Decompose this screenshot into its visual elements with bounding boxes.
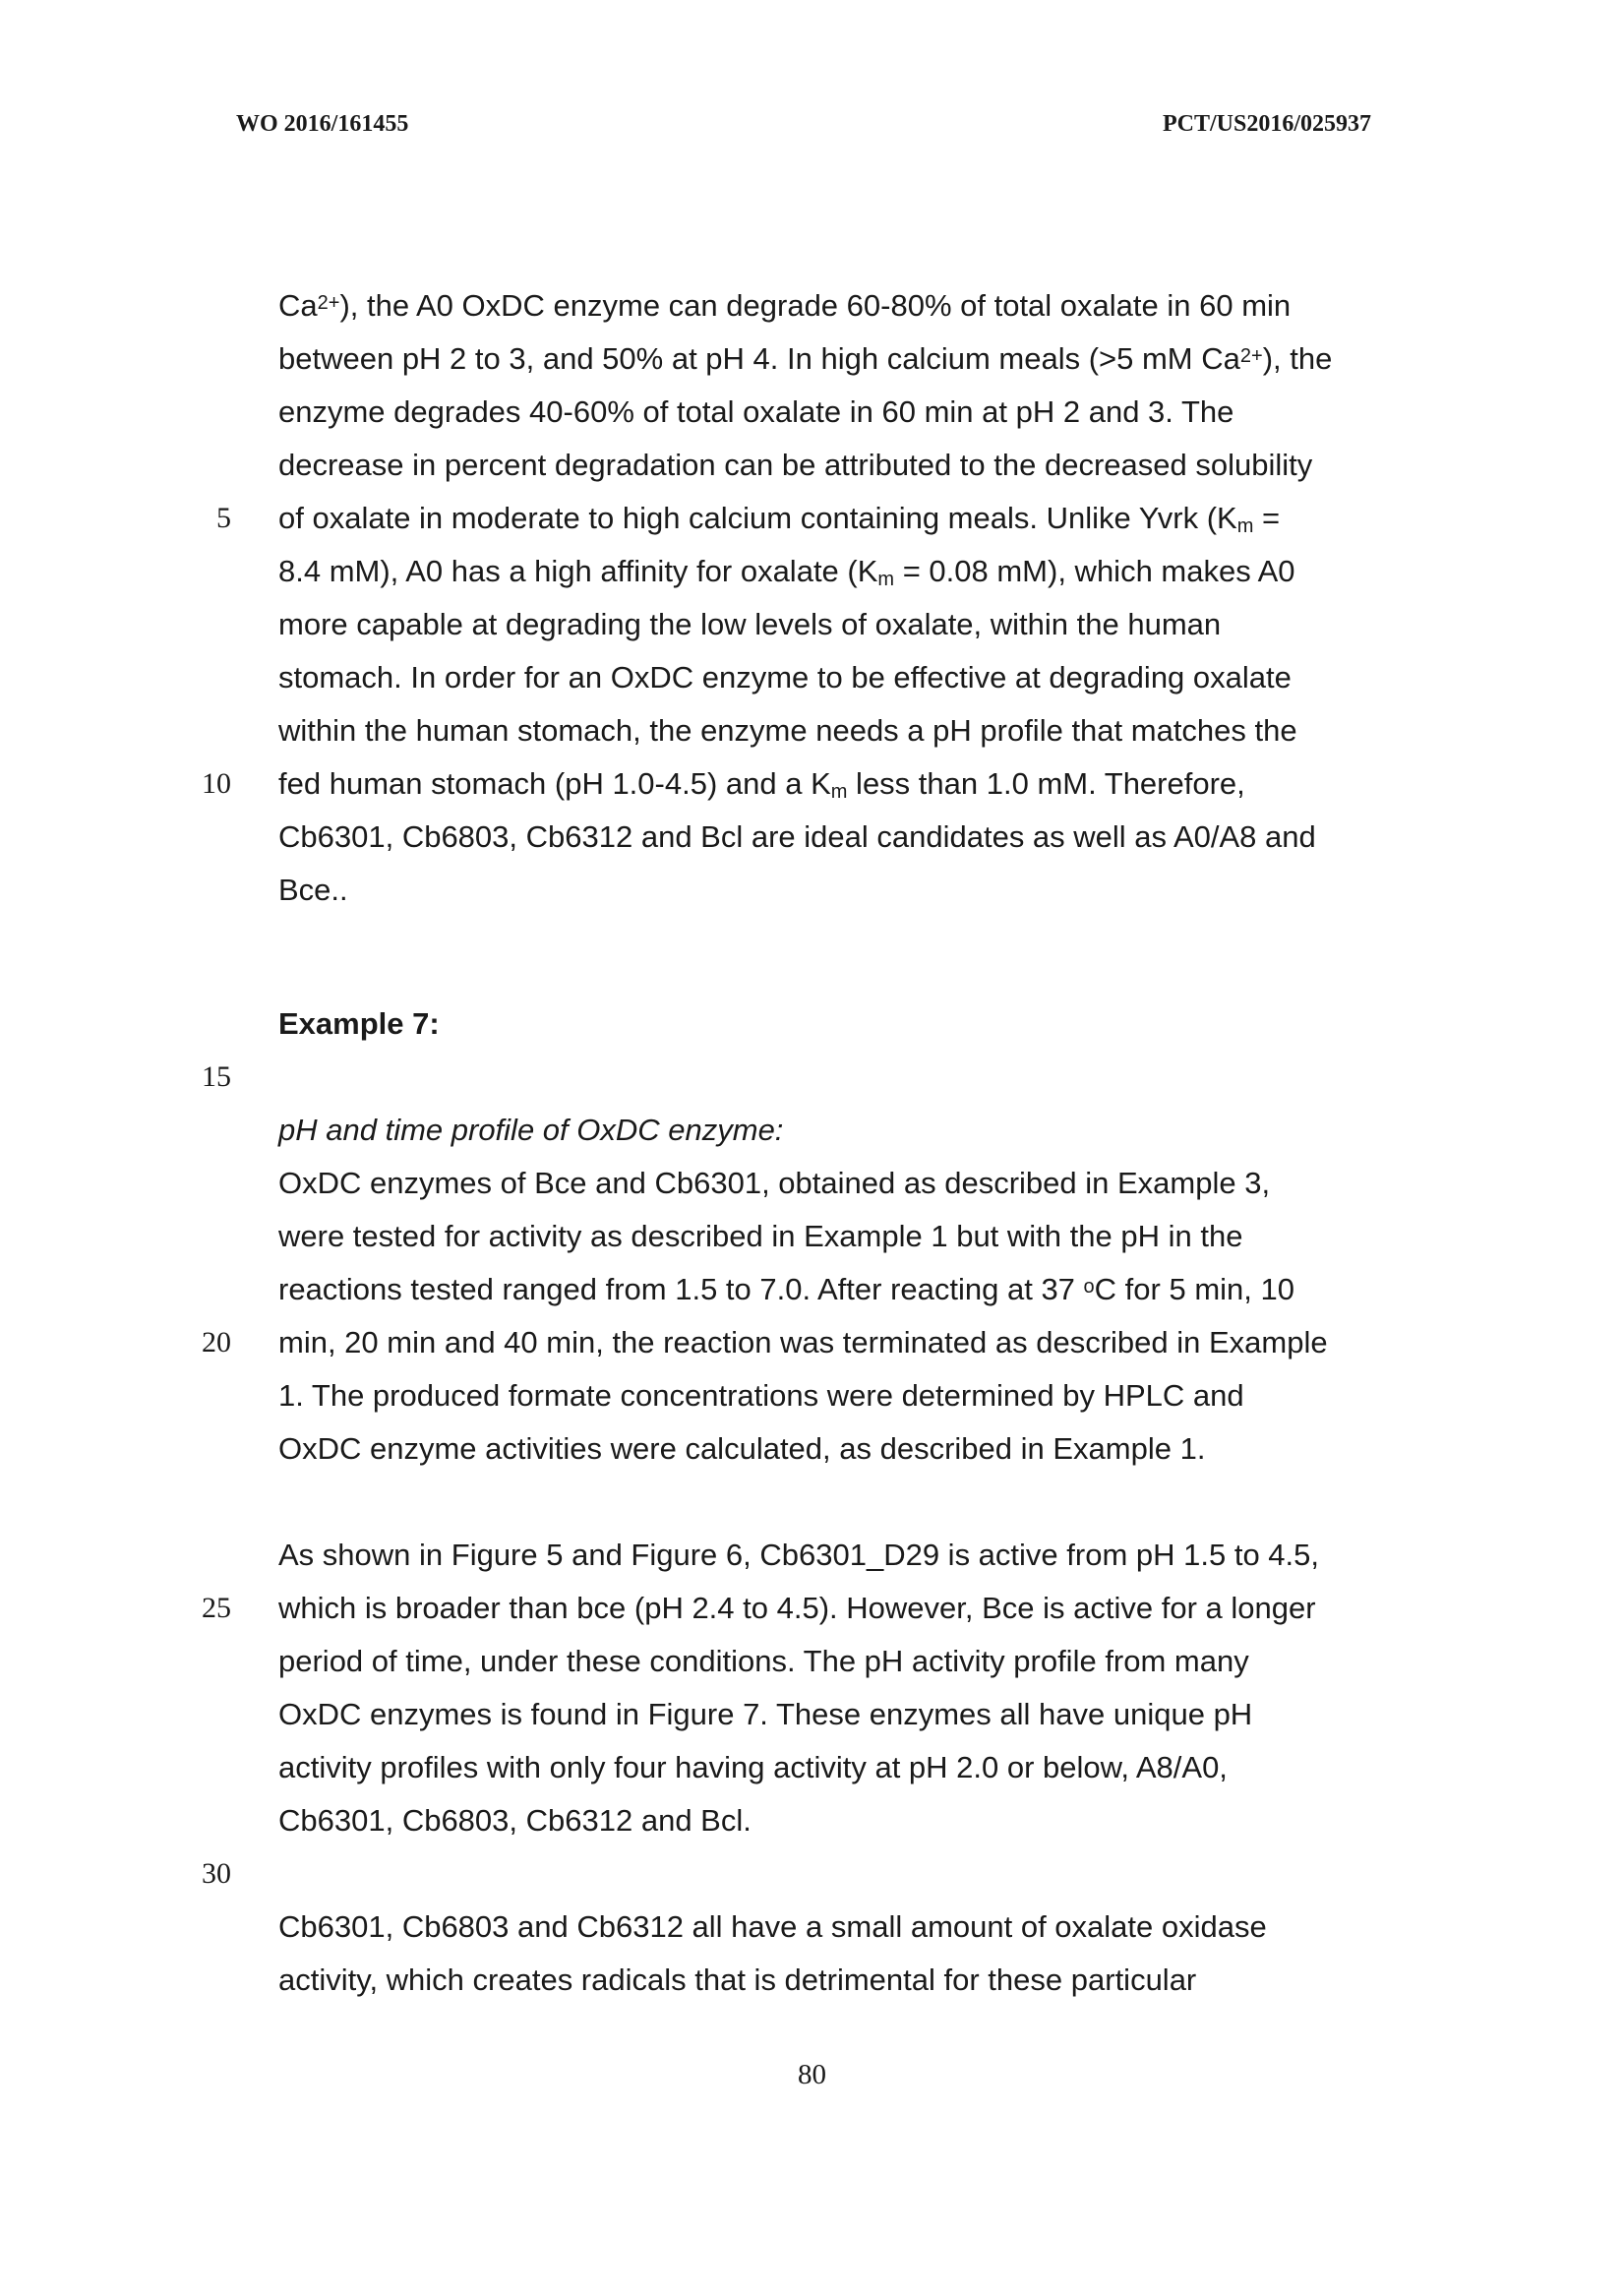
paragraph-3-line-6: Cb6301, Cb6803, Cb6312 and Bcl. <box>278 1803 752 1838</box>
paragraph-4-line-1: Cb6301, Cb6803 and Cb6312 all have a small amount of oxalate oxidase <box>278 1909 1267 1944</box>
paragraph-2-line-1: OxDC enzymes of Bce and Cb6301, obtained as described in Example 3, <box>278 1166 1271 1200</box>
paragraph-2-line-2: were tested for activity as described in Example 1 but with the pH in the <box>278 1219 1243 1253</box>
paragraph-4-line-2: activity, which creates radicals that is detrimental for these particular <box>278 1963 1197 1997</box>
margin-line-number: 30 <box>202 1857 231 1890</box>
paragraph-2-line-6: OxDC enzyme activities were calculated, as described in Example 1. <box>278 1431 1206 1466</box>
paragraph-1-line-3: enzyme degrades 40-60% of total oxalate in 60 min at pH 2 and 3. The <box>278 394 1234 429</box>
paragraph-3-line-4: OxDC enzymes is found in Figure 7. These enzymes all have unique pH <box>278 1697 1253 1731</box>
paragraph-1-line-4: decrease in percent degradation can be attributed to the decreased solubility <box>278 448 1313 482</box>
paragraph-2-line-4: min, 20 min and 40 min, the reaction was terminated as described in Example <box>278 1325 1328 1359</box>
paragraph-3-line-5: activity profiles with only four having activity at pH 2.0 or below, A8/A0, <box>278 1750 1228 1784</box>
application-number: PCT/US2016/025937 <box>1163 111 1372 137</box>
margin-line-number: 10 <box>202 767 231 800</box>
paragraph-1-line-10: fed human stomach (pH 1.0-4.5) and a $K_m$ less than 1.0 mM. Therefore, <box>278 766 1245 803</box>
margin-line-number: 15 <box>202 1060 231 1093</box>
page-number: 80 <box>798 2059 826 2090</box>
paragraph-1-line-8: stomach. In order for an OxDC enzyme to be effective at degrading oxalate <box>278 660 1292 695</box>
margin-line-number: 5 <box>216 502 231 534</box>
margin-line-number: 25 <box>202 1592 231 1624</box>
paragraph-2-line-3: reactions tested ranged from 1.5 to 7.0. After reacting at 37 $^o$C for 5 min, 10 <box>278 1272 1294 1306</box>
example-heading: Example 7: <box>278 1006 440 1041</box>
paragraph-2-line-5: 1. The produced formate concentrations were determined by HPLC and <box>278 1378 1244 1413</box>
paragraph-1-line-2: between pH 2 to 3, and 50% at pH 4. In high calcium meals (>5 mM $Ca^{2+}$), the <box>278 341 1333 376</box>
paragraph-1-line-9: within the human stomach, the enzyme needs a pH profile that matches the <box>278 713 1297 748</box>
paragraph-1-line-5: of oxalate in moderate to high calcium containing meals. Unlike Yvrk ($K_m$ = <box>278 501 1281 537</box>
paragraph-3-line-3: period of time, under these conditions. The pH activity profile from many <box>278 1644 1249 1678</box>
paragraph-1-line-11: Cb6301, Cb6803, Cb6312 and Bcl are ideal candidates as well as A0/A8 and <box>278 819 1316 854</box>
paragraph-3-line-1: As shown in Figure 5 and Figure 6, Cb6301_D29 is active from pH 1.5 to 4.5, <box>278 1538 1320 1572</box>
example-subheading: pH and time profile of OxDC enzyme: <box>278 1113 784 1147</box>
paragraph-1-line-7: more capable at degrading the low levels of oxalate, within the human <box>278 607 1222 641</box>
paragraph-1-line-12: Bce.. <box>278 873 348 907</box>
margin-line-number: 20 <box>202 1326 231 1359</box>
paragraph-1-line-1: $Ca^{2+}$), the A0 OxDC enzyme can degrade 60-80% of total oxalate in 60 min <box>278 288 1292 323</box>
paragraph-3-line-2: which is broader than bce (pH 2.4 to 4.5). However, Bce is active for a longer <box>278 1591 1316 1625</box>
paragraph-1-line-6: 8.4 mM), A0 has a high affinity for oxalate ($K_m = 0.08$ mM), which makes A0 <box>278 554 1295 590</box>
publication-number: WO 2016/161455 <box>236 111 409 137</box>
